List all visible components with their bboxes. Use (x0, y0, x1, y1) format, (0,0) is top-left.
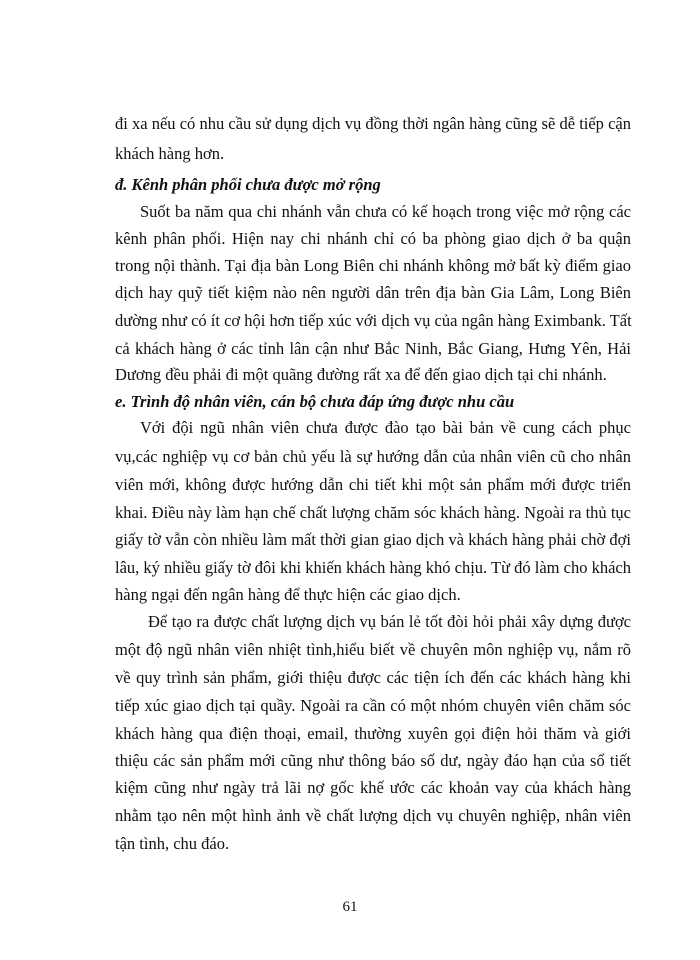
paragraph-line: hàng ngại đến ngân hàng để thực hiện các giao dịch. (115, 585, 461, 604)
paragraph-line: giấy tờ vẫn còn nhiều làm mất thời gian giao dịch và khách hàng phải chờ đợi (115, 530, 631, 549)
paragraph-line: Dương đều phải đi một quãng đường rất xa để đến giao dịch tại chi nhánh. (115, 365, 607, 384)
paragraph-line: kiệm cũng như ngày trả lãi nợ gốc khế ước các khoản vay của khách hàng (115, 778, 631, 797)
paragraph-line: khai. Điều này làm hạn chế chất lượng chăm sóc khách hàng. Ngoài ra thủ tục (115, 503, 631, 522)
paragraph-line: lâu, ký nhiều giấy tờ đôi khi khiến khách hàng khó chịu. Từ đó làm cho khách (115, 558, 631, 577)
paragraph-line: đi xa nếu có nhu cầu sử dụng dịch vụ đồng thời ngân hàng cũng sẽ dễ tiếp cận (115, 114, 631, 133)
page-number: 61 (342, 899, 358, 915)
paragraph-line: dịch hay quỹ tiết kiệm nào nên người dân trên địa bàn Gia Lâm, Long Biên (115, 283, 631, 302)
paragraph-line: thiệu các sản phẩm mới cũng như thông báo số dư, ngày đáo hạn của sổ tiết (115, 751, 631, 770)
paragraph-line: tận tình, chu đáo. (115, 834, 230, 853)
paragraph-line: kênh phân phối. Hiện nay chi nhánh chỉ có ba phòng giao dịch ở ba quận (115, 229, 631, 248)
paragraph-line: Với đội ngũ nhân viên chưa được đào tạo bài bản về cung cách phục (140, 418, 631, 437)
paragraph-line: nhằm tạo nên một hình ảnh về chất lượng dịch vụ chuyên nghiệp, nhân viên (115, 806, 631, 825)
paragraph-line: dường như có ít cơ hội hơn tiếp xúc với dịch vụ của ngân hàng Eximbank. Tất (115, 311, 632, 330)
paragraph-line: khách hàng hơn. (115, 144, 225, 163)
paragraph-line: tiếp xúc giao dịch tại quầy. Ngoài ra cần có một nhóm chuyên viên chăm sóc (115, 696, 631, 715)
paragraph-line: một độ ngũ nhân viên nhiệt tình,hiểu biết về chuyên môn nghiệp vụ, nắm rõ (115, 640, 631, 659)
section-heading-e: e. Trình độ nhân viên, cán bộ chưa đáp ứng được nhu cầu (115, 392, 515, 411)
paragraph-line: về quy trình sản phẩm, giới thiệu được các tiện ích đến các khách hàng khi (115, 668, 631, 687)
paragraph-line: Suốt ba năm qua chi nhánh vẫn chưa có kế hoạch trong việc mở rộng các (140, 202, 631, 221)
paragraph-line: vụ,các nghiệp vụ cơ bản chủ yếu là sự hướng dẫn của nhân viên cũ cho nhân (115, 447, 631, 466)
paragraph-line: trong nội thành. Tại địa bàn Long Biên chi nhánh không mở bất kỳ điểm giao (115, 256, 631, 275)
paragraph-line: Để tạo ra được chất lượng dịch vụ bán lẻ tốt đòi hỏi phải xây dựng được (148, 612, 631, 631)
paragraph-line: cả khách hàng ở các tỉnh lân cận như Bắc Ninh, Bắc Giang, Hưng Yên, Hải (115, 339, 631, 358)
paragraph-line: khách hàng qua điện thoại, email, thường xuyên gọi điện hỏi thăm và giới (115, 724, 631, 743)
paragraph-line: viên mới, không được hướng dẫn chi tiết khi một sản phẩm mới được triển (115, 475, 631, 494)
section-heading-d: đ. Kênh phân phối chưa được mở rộng (115, 175, 381, 194)
